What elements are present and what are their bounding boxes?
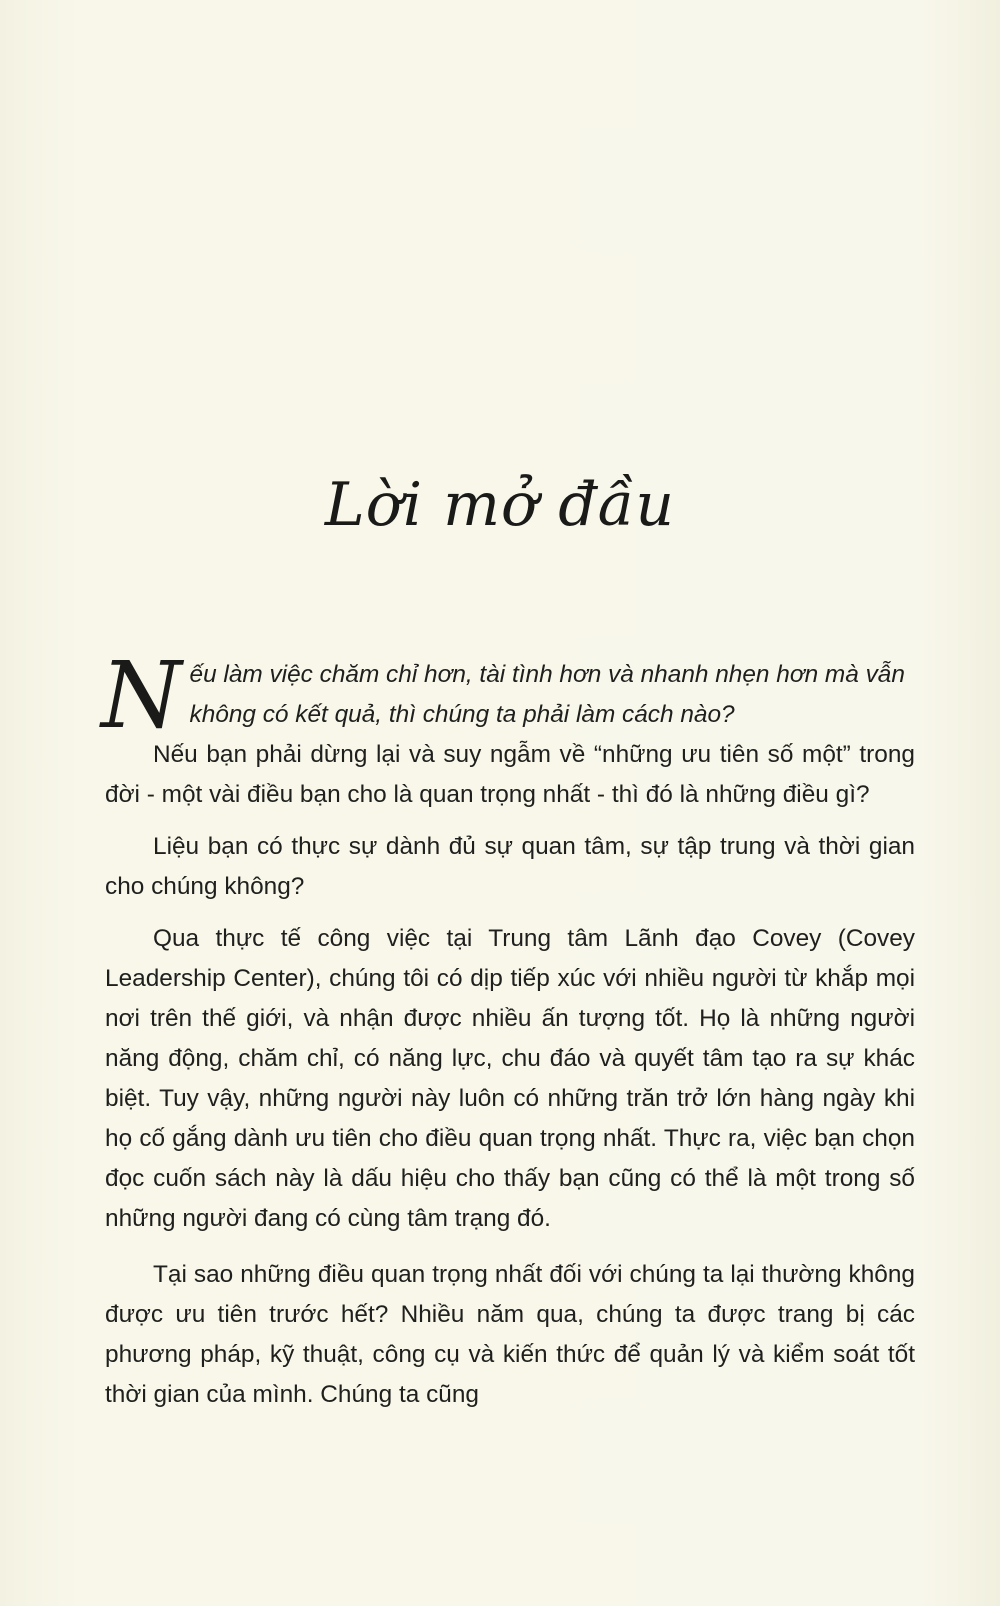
- body-paragraph: Tại sao những điều quan trọng nhất đối với chúng ta lại thường không được ưu tiên trước hết? Nhiều năm qua, chúng ta được trang bị các phương pháp, kỹ thuật, công cụ và kiến thức để quản lý và kiểm soát tốt thời gian của mình. Chúng ta cũng: [105, 1261, 915, 1408]
- lead-text: ếu làm việc chăm chỉ hơn, tài tình hơn và nhanh nhẹn hơn mà vẫn không có kết quả, thì chúng ta phải làm cách nào?: [189, 661, 905, 728]
- body-paragraph: Nếu bạn phải dừng lại và suy ngẫm về “những ưu tiên số một” trong đời - một vài điều bạn cho là quan trọng nhất - thì đó là những điều gì?: [105, 741, 915, 808]
- drop-cap: N: [101, 642, 182, 749]
- chapter-title: Lời mở đầu: [324, 470, 676, 540]
- body-paragraph: Liệu bạn có thực sự dành đủ sự quan tâm, sự tập trung và thời gian cho chúng không?: [105, 833, 915, 900]
- body-paragraph: Qua thực tế công việc tại Trung tâm Lãnh đạo Covey (Covey Leadership Center), chúng tôi có dịp tiếp xúc với nhiều người từ khắp mọi nơi trên thế giới, và nhận được nhiều ấn tượng tốt. Họ là những người năng động, chăm chỉ, có năng lực, chu đáo và quyết tâm tạo ra sự khác biệt. Tuy vậy, những người này luôn có những trăn trở lớn hàng ngày khi họ cố gắng dành ưu tiên cho điều quan trọng nhất. Thực ra, việc bạn chọn đọc cuốn sách này là dấu hiệu cho thấy bạn cũng có thể là một trong số những người đang có cùng tâm trạng đó.: [105, 925, 915, 1232]
- chapter-body: [101, 642, 915, 1415]
- lead-paragraph: [101, 642, 915, 749]
